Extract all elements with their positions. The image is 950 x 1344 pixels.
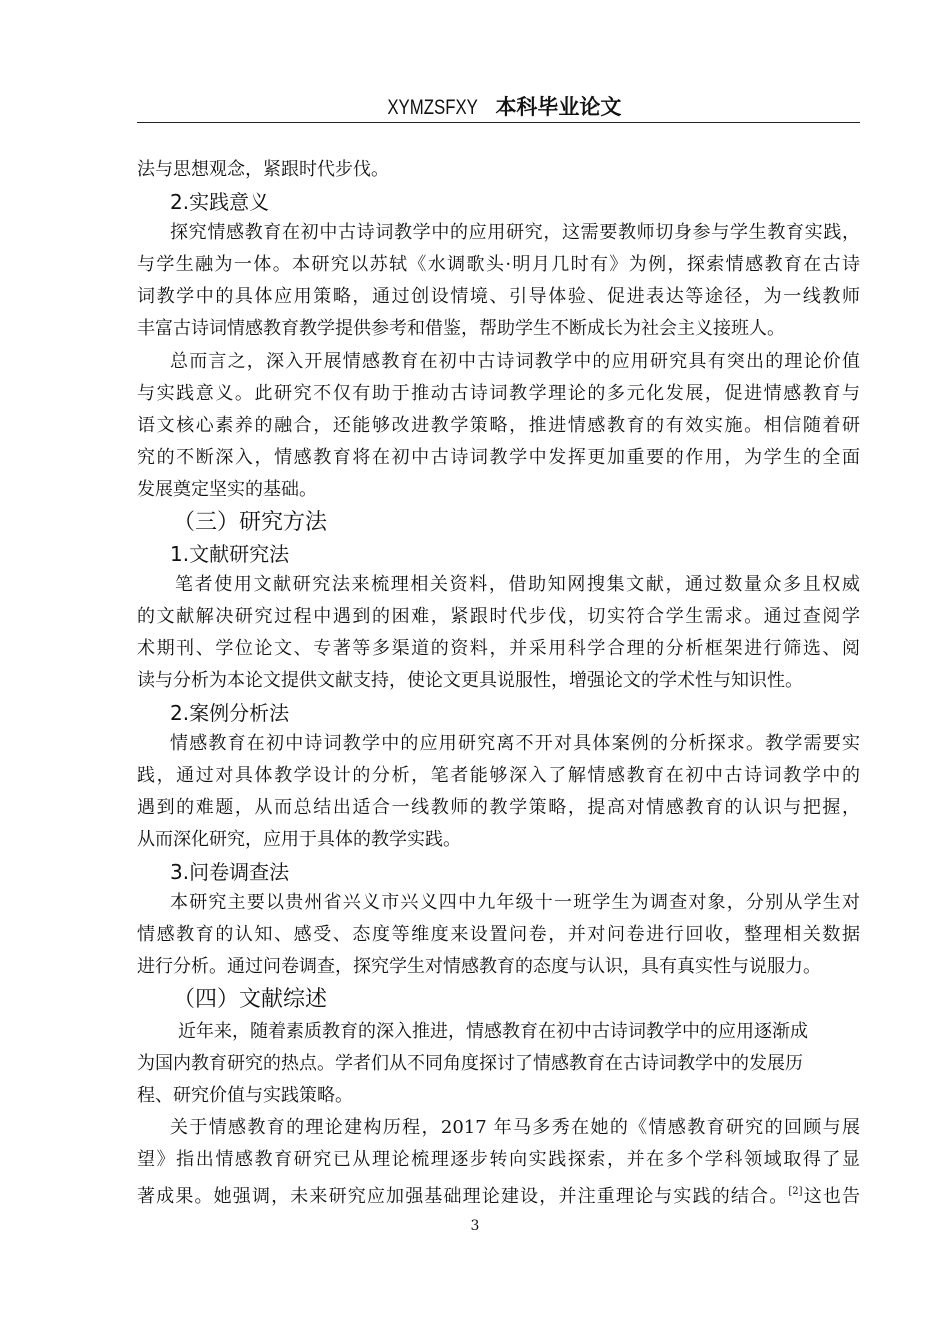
citation-ref[interactable]: [2]	[788, 1186, 803, 1197]
section-heading-methods: （三）研究方法	[173, 510, 328, 535]
text-line: 近年来，随着素质教育的深入推进，情感教育在初中古诗词教学中的应用逐渐成	[178, 1021, 808, 1042]
text-line: 情感教育在初中诗词教学中的应用研究离不开对具体案例的分析探求。教学需要实	[170, 733, 860, 754]
section-heading-case-analysis: 2.案例分析法	[170, 701, 290, 725]
text-line: 本研究主要以贵州省兴义市兴义四中九年级十一班学生为调查对象，分别从学生对	[170, 892, 860, 913]
paragraph	[137, 728, 860, 856]
text-line: 探究情感教育在初中古诗词教学中的应用研究，这需要教师切身参与学生教育实践，	[170, 222, 860, 243]
text-line: 为国内教育研究的热点。学者们从不同角度探讨了情感教育在古诗词教学中的发展历	[137, 1053, 803, 1074]
text-line: 究的不断深入，情感教育将在初中古诗词教学中发挥更加重要的作用，为学生的全面	[137, 447, 860, 468]
text-line: 语文核心素养的融合，还能够改进教学策略，推进情感教育的有效实施。相信随着研	[137, 415, 860, 436]
paragraph	[137, 569, 860, 697]
page-header	[137, 92, 860, 123]
paragraph	[137, 217, 860, 345]
paragraph	[137, 1112, 860, 1208]
text-line: 总而言之，深入开展情感教育在初中古诗词教学中的应用研究具有突出的理论价值	[170, 351, 860, 372]
text-line: 与学生融为一体。本研究以苏轼《水调歌头·明月几时有》为例，探索情感教育在古诗	[137, 254, 860, 275]
text-line: 关于情感教育的理论建构历程，2017 年马多秀在她的《情感教育研究的回顾与展	[170, 1117, 860, 1138]
header-title: 本科毕业论文	[495, 95, 622, 119]
section-heading-survey: 3.问卷调查法	[170, 860, 290, 884]
paragraph	[137, 1016, 860, 1112]
paragraph	[137, 346, 860, 506]
section-heading-practice: 2.实践意义	[170, 190, 270, 214]
header-school-code: XYMZSFXY	[386, 96, 478, 119]
text-line	[137, 1176, 860, 1208]
text-line: 的文献解决研究过程中遇到的困难，紧跟时代步伐，切实符合学生需求。通过查阅学	[137, 606, 860, 627]
text-line: 进行分析。通过问卷调查，探究学生对情感教育的态度与认识，具有真实性与说服力。	[137, 956, 821, 977]
text-line: 与实践意义。此研究不仅有助于推动古诗词教学理论的多元化发展，促进情感教育与	[137, 383, 860, 404]
text-line: 词教学中的具体应用策略，通过创设情境、引导体验、促进表达等途径，为一线教师	[137, 286, 860, 307]
text-line: 从而深化研究，应用于具体的教学实践。	[137, 829, 461, 850]
section-heading-literature-method: 1.文献研究法	[170, 542, 290, 566]
text-line: 遇到的难题，从而总结出适合一线教师的教学策略，提高对情感教育的认识与把握，	[137, 797, 860, 818]
text-segment: 这也告	[802, 1186, 861, 1207]
header-rule	[137, 122, 860, 123]
text-segment: 著成果。她强调，未来研究应加强基础理论建设，并注重理论与实践的结合。	[137, 1186, 789, 1207]
text-line: 读与分析为本论文提供文献支持，使论文更具说服性，增强论文的学术性与知识性。	[137, 670, 803, 691]
text-line: 丰富古诗词情感教育教学提供参考和借鉴，帮助学生不断成长为社会主义接班人。	[137, 318, 785, 339]
text-line: 术期刊、学位论文、专著等多渠道的资料，并采用科学合理的分析框架进行筛选、阅	[137, 638, 860, 659]
section-heading-literature-review: （四）文献综述	[173, 987, 328, 1012]
text-line: 践，通过对具体教学设计的分析，笔者能够深入了解情感教育在初中古诗词教学中的	[137, 765, 860, 786]
document-body	[137, 154, 860, 1209]
page-number: 3	[470, 1218, 480, 1234]
paragraph	[137, 887, 860, 983]
text-line: 情感教育的认知、感受、态度等维度来设置问卷，并对问卷进行回收，整理相关数据	[137, 924, 860, 945]
text-line: 发展奠定坚实的基础。	[137, 479, 317, 500]
text-line: 法与思想观念，紧跟时代步伐。	[137, 159, 389, 180]
text-line: 程、研究价值与实践策略。	[137, 1085, 353, 1106]
text-line: 望》指出情感教育研究已从理论梳理逐步转向实践探索，并在多个学科领域取得了显	[137, 1149, 860, 1170]
paragraph	[137, 154, 860, 186]
text-line: 笔者使用文献研究法来梳理相关资料，借助知网搜集文献，通过数量众多且权威	[175, 574, 860, 595]
